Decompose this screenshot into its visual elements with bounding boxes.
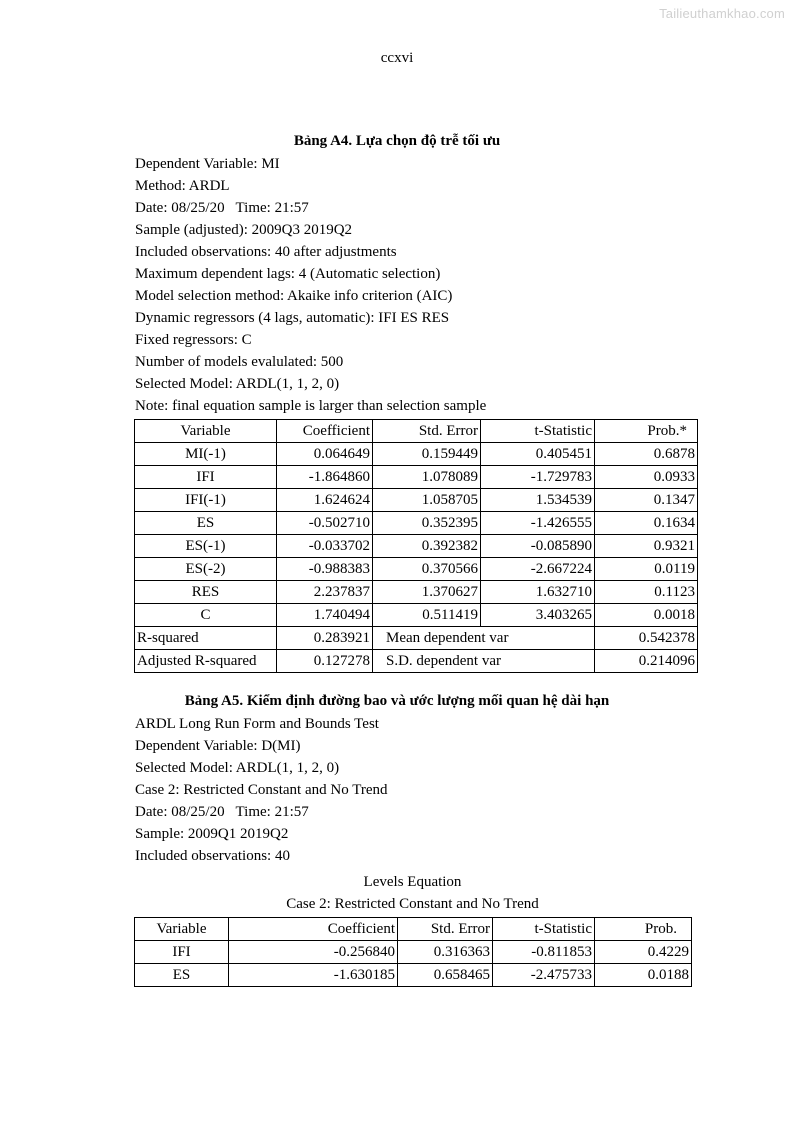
cell-t-statistic: 0.405451 <box>481 443 595 466</box>
cell-coefficient: 1.740494 <box>277 604 373 627</box>
page-number: ccxvi <box>380 50 414 66</box>
table-row <box>135 604 698 627</box>
table-row <box>135 466 698 489</box>
stat-label: Adjusted R-squared <box>135 650 277 673</box>
cell-prob: 0.0018 <box>595 604 698 627</box>
cell-coefficient: 1.624624 <box>277 489 373 512</box>
table-row <box>135 443 698 466</box>
meta-max-lags: Maximum dependent lags: 4 (Automatic selection) <box>135 266 441 282</box>
cell-coefficient: -1.864860 <box>277 466 373 489</box>
cell-prob: 0.4229 <box>595 941 692 964</box>
meta-sample: Sample: 2009Q1 2019Q2 <box>135 826 289 842</box>
cell-std-error: 1.078089 <box>373 466 481 489</box>
cell-t-statistic: -0.085890 <box>481 535 595 558</box>
cell-variable: ES(-1) <box>135 535 277 558</box>
table-row <box>135 512 698 535</box>
cell-prob: 0.9321 <box>595 535 698 558</box>
meta-selected-model: Selected Model: ARDL(1, 1, 2, 0) <box>135 376 340 392</box>
meta-fixed-regressors: Fixed regressors: C <box>135 332 252 348</box>
cell-variable: C <box>135 604 277 627</box>
cell-std-error: 0.159449 <box>373 443 481 466</box>
meta-date: Date: 08/25/20 Time: 21:57 <box>135 200 309 216</box>
meta-test-title: ARDL Long Run Form and Bounds Test <box>135 716 379 732</box>
header-variable: Variable <box>135 420 277 443</box>
cell-prob: 0.6878 <box>595 443 698 466</box>
header-t-statistic: t-Statistic <box>493 918 595 941</box>
levels-equation-case: Case 2: Restricted Constant and No Trend <box>286 896 539 912</box>
table-row <box>135 558 698 581</box>
meta-selection-method: Model selection method: Akaike info criterion (AIC) <box>135 288 453 304</box>
cell-t-statistic: -2.667224 <box>481 558 595 581</box>
cell-coefficient: 0.064649 <box>277 443 373 466</box>
cell-coefficient: -0.988383 <box>277 558 373 581</box>
meta-included-observations: Included observations: 40 after adjustments <box>135 244 397 260</box>
cell-variable: ES(-2) <box>135 558 277 581</box>
meta-dependent-variable: Dependent Variable: D(MI) <box>135 738 301 754</box>
table-header-row <box>135 918 692 941</box>
cell-t-statistic: 3.403265 <box>481 604 595 627</box>
cell-t-statistic: -2.475733 <box>493 964 595 987</box>
header-prob: Prob.* <box>595 420 698 443</box>
cell-std-error: 0.352395 <box>373 512 481 535</box>
table-row <box>135 581 698 604</box>
table-a5 <box>134 917 692 987</box>
header-coefficient: Coefficient <box>277 420 373 443</box>
header-std-error: Std. Error <box>373 420 481 443</box>
stats-row <box>135 650 698 673</box>
table-row <box>135 964 692 987</box>
meta-date: Date: 08/25/20 Time: 21:57 <box>135 804 309 820</box>
cell-variable: MI(-1) <box>135 443 277 466</box>
header-coefficient: Coefficient <box>229 918 398 941</box>
meta-sample: Sample (adjusted): 2009Q3 2019Q2 <box>135 222 353 238</box>
cell-t-statistic: 1.534539 <box>481 489 595 512</box>
table-a4 <box>134 419 698 673</box>
table-a4-caption: Bảng A4. Lựa chọn độ trễ tối ưu <box>293 133 501 149</box>
cell-coefficient: -1.630185 <box>229 964 398 987</box>
table-row <box>135 489 698 512</box>
cell-coefficient: 2.237837 <box>277 581 373 604</box>
cell-prob: 0.1123 <box>595 581 698 604</box>
stat-value: 0.542378 <box>595 627 698 650</box>
header-prob: Prob. <box>595 918 692 941</box>
table-row <box>135 535 698 558</box>
table-a5-caption: Bảng A5. Kiểm định đường bao và ước lượng mối quan hệ dài hạn <box>184 693 610 709</box>
cell-t-statistic: 1.632710 <box>481 581 595 604</box>
meta-note: Note: final equation sample is larger than selection sample <box>135 398 487 414</box>
cell-std-error: 1.370627 <box>373 581 481 604</box>
cell-std-error: 0.511419 <box>373 604 481 627</box>
meta-models-evaluated: Number of models evalulated: 500 <box>135 354 344 370</box>
meta-selected-model: Selected Model: ARDL(1, 1, 2, 0) <box>135 760 340 776</box>
meta-dependent-variable: Dependent Variable: MI <box>135 156 280 172</box>
table-a5-metadata <box>135 713 387 867</box>
header-t-statistic: t-Statistic <box>481 420 595 443</box>
cell-t-statistic: -0.811853 <box>493 941 595 964</box>
cell-coefficient: -0.256840 <box>229 941 398 964</box>
cell-std-error: 1.058705 <box>373 489 481 512</box>
stat-label: S.D. dependent var <box>373 650 595 673</box>
meta-method: Method: ARDL <box>135 178 230 194</box>
watermark: Tailieuthamkhao.com <box>659 6 785 21</box>
stat-value: 0.127278 <box>277 650 373 673</box>
header-std-error: Std. Error <box>398 918 493 941</box>
table-header-row <box>135 420 698 443</box>
cell-variable: ES <box>135 512 277 535</box>
stats-row <box>135 627 698 650</box>
cell-variable: ES <box>135 964 229 987</box>
cell-variable: IFI <box>135 466 277 489</box>
stat-label: R-squared <box>135 627 277 650</box>
stat-value: 0.214096 <box>595 650 698 673</box>
cell-variable: IFI(-1) <box>135 489 277 512</box>
cell-prob: 0.0119 <box>595 558 698 581</box>
cell-t-statistic: -1.729783 <box>481 466 595 489</box>
table-a4-metadata <box>135 153 486 417</box>
cell-std-error: 0.370566 <box>373 558 481 581</box>
levels-equation-title: Levels Equation <box>363 874 462 890</box>
cell-prob: 0.1634 <box>595 512 698 535</box>
cell-t-statistic: -1.426555 <box>481 512 595 535</box>
cell-variable: IFI <box>135 941 229 964</box>
cell-coefficient: -0.033702 <box>277 535 373 558</box>
cell-std-error: 0.392382 <box>373 535 481 558</box>
stat-label: Mean dependent var <box>373 627 595 650</box>
stat-value: 0.283921 <box>277 627 373 650</box>
meta-dynamic-regressors: Dynamic regressors (4 lags, automatic): IFI ES RES <box>135 310 450 326</box>
cell-coefficient: -0.502710 <box>277 512 373 535</box>
cell-prob: 0.0188 <box>595 964 692 987</box>
meta-case: Case 2: Restricted Constant and No Trend <box>135 782 388 798</box>
header-variable: Variable <box>135 918 229 941</box>
meta-included-observations: Included observations: 40 <box>135 848 290 864</box>
cell-std-error: 0.316363 <box>398 941 493 964</box>
cell-std-error: 0.658465 <box>398 964 493 987</box>
cell-prob: 0.1347 <box>595 489 698 512</box>
cell-prob: 0.0933 <box>595 466 698 489</box>
table-row <box>135 941 692 964</box>
cell-variable: RES <box>135 581 277 604</box>
